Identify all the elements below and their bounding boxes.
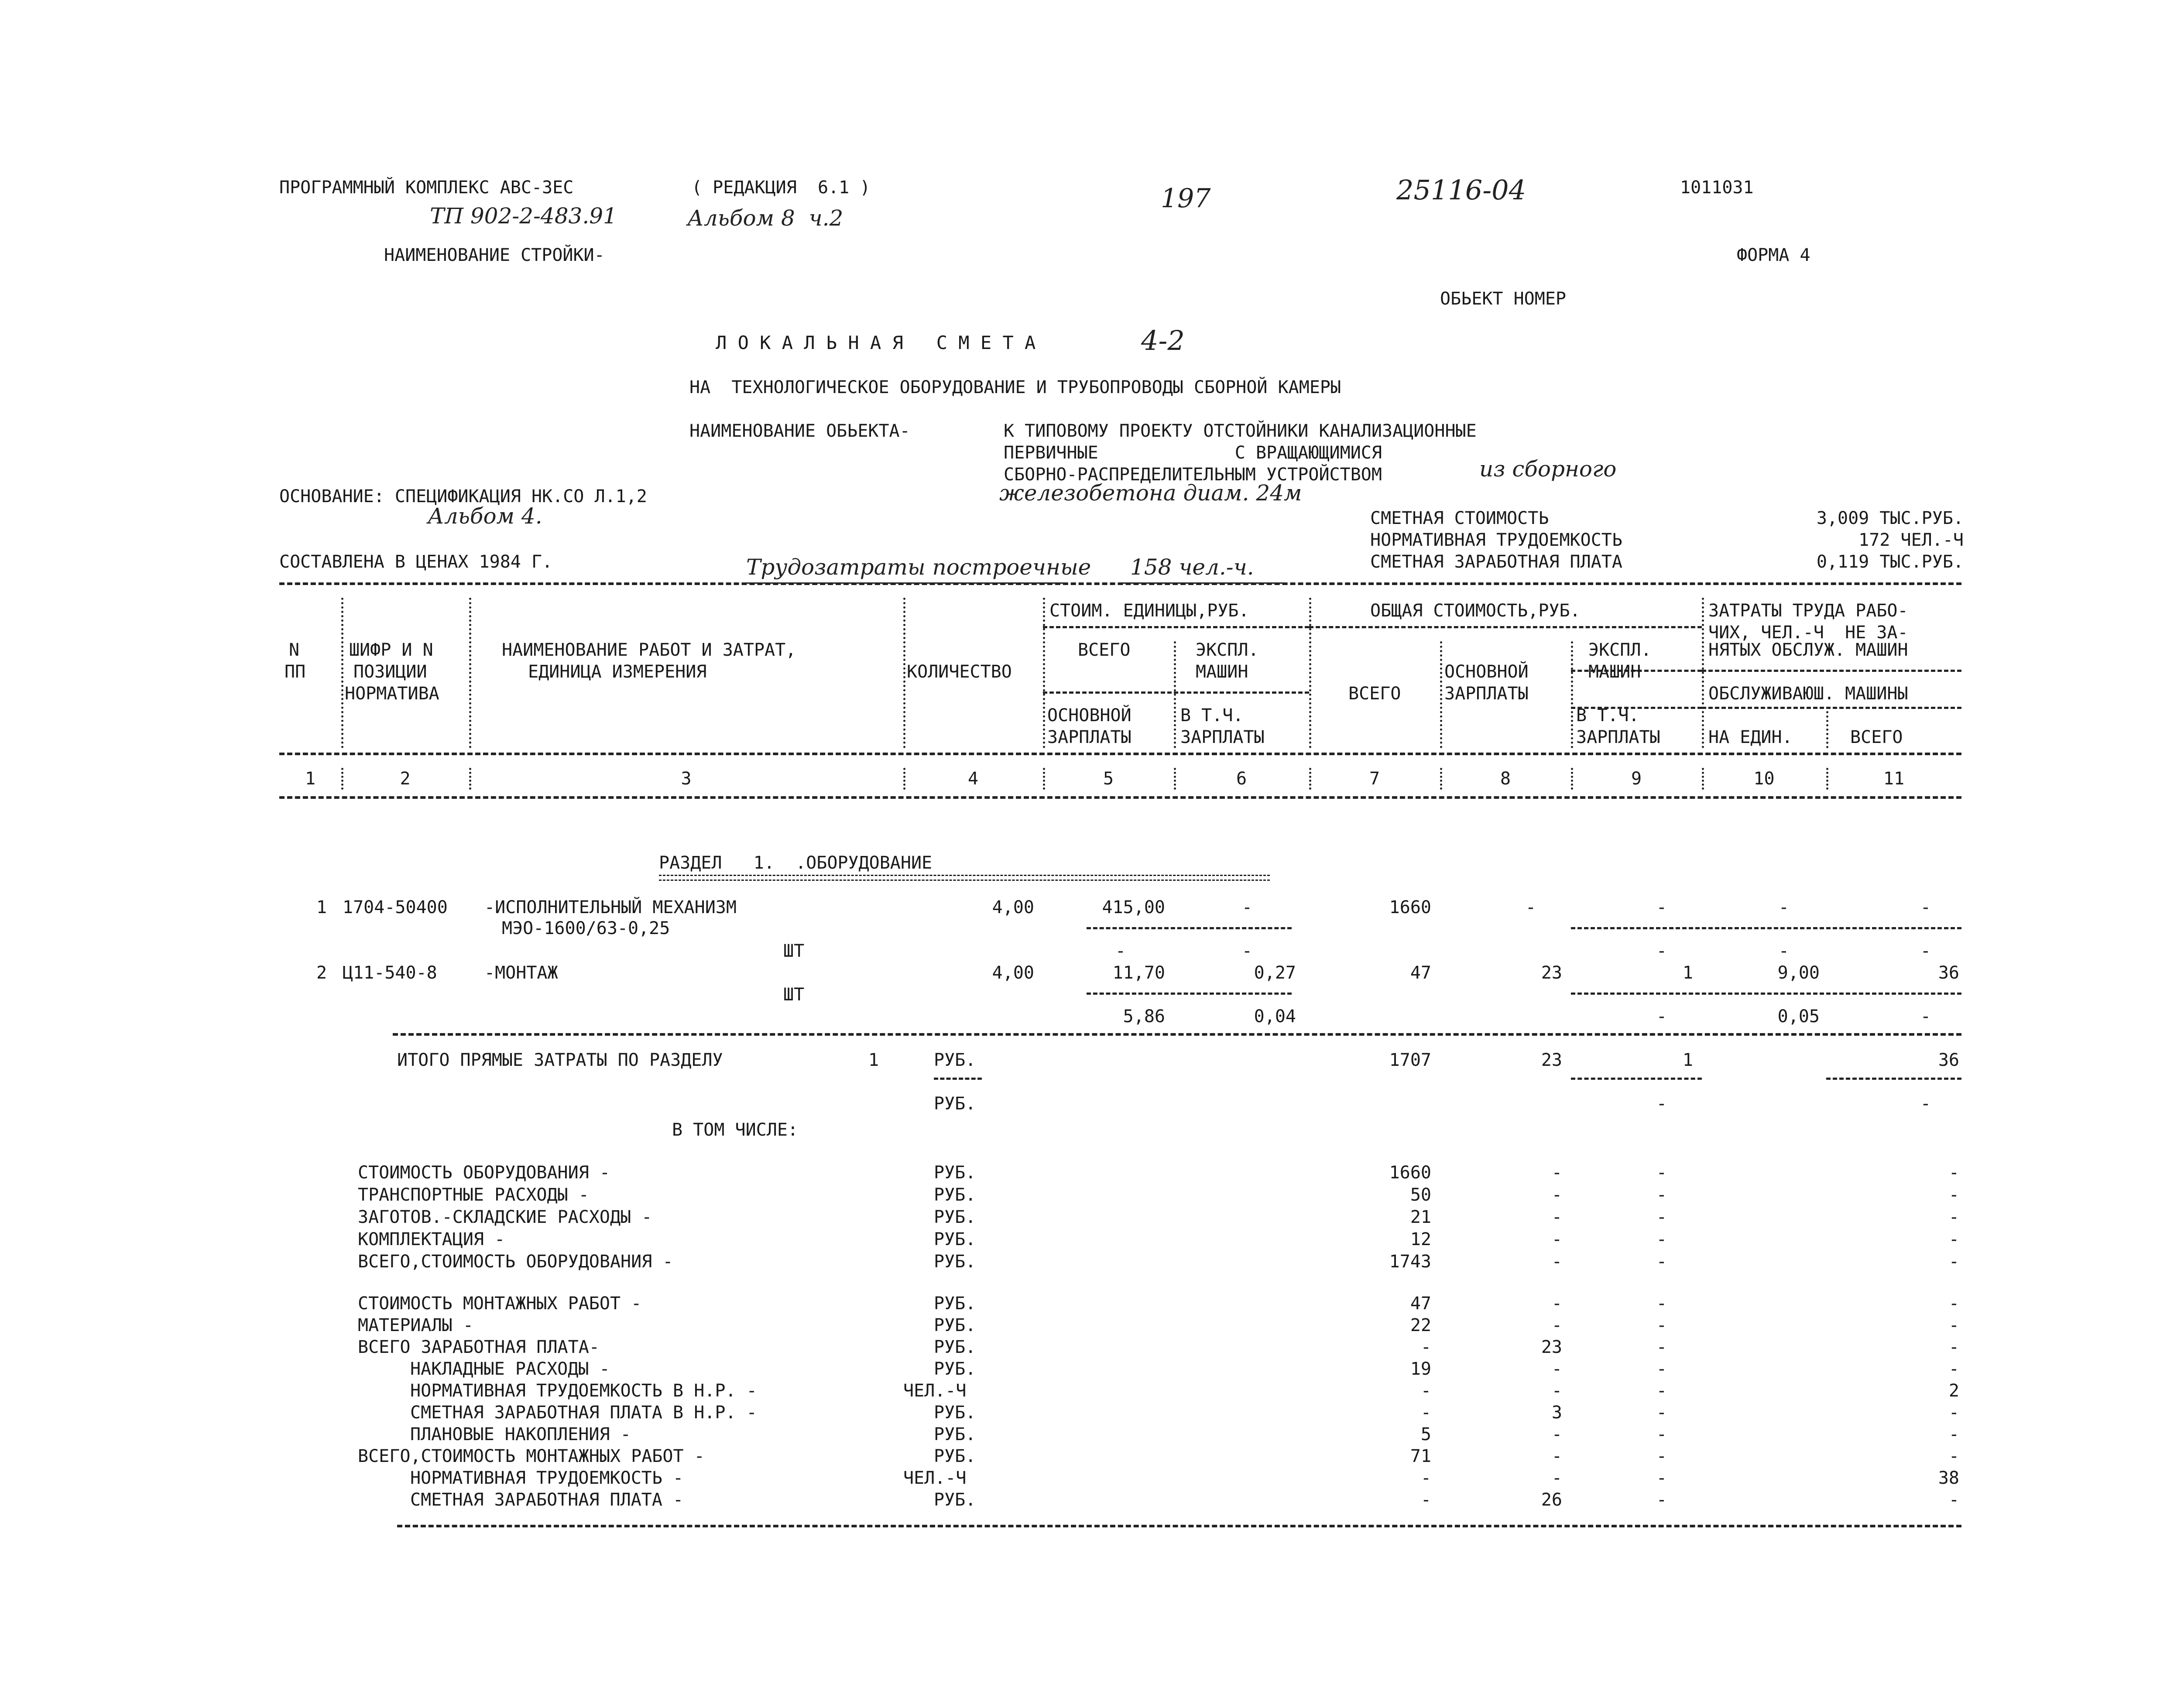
group-rule	[1043, 691, 1309, 694]
breakdown-labor: -	[1948, 1229, 1959, 1249]
rows-bottom-rule	[393, 1033, 1961, 1036]
breakdown-mach: -	[1656, 1490, 1667, 1510]
breakdown-labor: -	[1948, 1163, 1959, 1183]
group-3-header-a: ЗАТРАТЫ ТРУДА РАБО-	[1708, 601, 1908, 621]
breakdown-total: 1743	[1389, 1252, 1431, 1272]
col-10-header: НА ЕДИН.	[1708, 727, 1793, 747]
album-number: Альбом 8 ч.2	[687, 205, 843, 231]
breakdown-label: НОРМАТИВНАЯ ТРУДОЕМКОСТЬ В Н.Р. -	[410, 1381, 757, 1401]
breakdown-wage: -	[1551, 1252, 1562, 1272]
breakdown-wage: -	[1551, 1207, 1562, 1227]
itogo-rule	[1571, 1078, 1702, 1080]
breakdown-label: НОРМАТИВНАЯ ТРУДОЕМКОСТЬ -	[410, 1468, 684, 1488]
col-9-header-d: ЗАРПЛАТЫ	[1576, 727, 1660, 747]
itogo-label: ИТОГО ПРЯМЫЕ ЗАТРАТЫ ПО РАЗДЕЛУ	[397, 1050, 723, 1070]
col-2-header-c: НОРМАТИВА	[345, 684, 439, 704]
price-level: СОСТАВЛЕНА В ЦЕНАХ 1984 Г.	[279, 552, 553, 572]
breakdown-wage: -	[1551, 1315, 1562, 1335]
breakdown-labor: -	[1948, 1252, 1959, 1272]
row-2-labor-total: 36	[1938, 963, 1959, 983]
breakdown-mach: -	[1656, 1424, 1667, 1444]
group-rule	[1043, 626, 1309, 628]
row-1-per-unit: -	[1778, 897, 1789, 917]
breakdown-mach: -	[1656, 1359, 1667, 1379]
row-2-cell-rule	[1087, 993, 1292, 995]
object-label: НАИМЕНОВАНИЕ ОБЬЕКТА-	[689, 421, 910, 441]
row-2-mach-wage: -	[1656, 1006, 1667, 1027]
breakdown-unit: РУБ.	[934, 1315, 976, 1335]
row-2-mach: 1	[1682, 963, 1693, 983]
col-sep	[1571, 641, 1573, 748]
group-rule	[1702, 707, 1961, 709]
col-sep	[1309, 768, 1311, 790]
group-2-header: ОБЩАЯ СТОИМОСТЬ,РУБ.	[1370, 601, 1581, 621]
row-1-unit-mach-wage: -	[1241, 941, 1252, 961]
breakdown-mach: -	[1656, 1207, 1667, 1227]
object-line-3-handwritten: из сборного	[1479, 456, 1617, 482]
row-1-cell-rule	[1087, 927, 1292, 929]
estimate-heading: Л О К А Л Ь Н А Я С М Е Т А	[716, 332, 1036, 353]
breakdown-labor: -	[1948, 1446, 1959, 1466]
col-sep	[1174, 768, 1176, 790]
breakdown-labor: -	[1948, 1359, 1959, 1379]
col-8-header-a: ОСНОВНОЙ	[1444, 662, 1529, 682]
row-1-mach-wage: -	[1656, 941, 1667, 961]
breakdown-labor: -	[1948, 1337, 1959, 1357]
breakdown-wage: -	[1551, 1185, 1562, 1205]
table-bottom-rule	[397, 1525, 1961, 1527]
breakdown-unit: РУБ.	[934, 1424, 976, 1444]
col-number: 4	[967, 769, 979, 789]
breakdown-label: КОМПЛЕКТАЦИЯ -	[358, 1229, 505, 1249]
breakdown-wage: -	[1551, 1381, 1562, 1401]
breakdown-unit: РУБ.	[934, 1490, 976, 1510]
itogo-rule	[1826, 1078, 1961, 1080]
row-1-name-2: МЭО-1600/63-0,25	[502, 918, 670, 938]
breakdown-mach: -	[1656, 1252, 1667, 1272]
col-sep	[1043, 598, 1045, 748]
col-sep	[341, 598, 343, 748]
breakdown-mach: -	[1656, 1381, 1667, 1401]
labor-handwritten-value: 158 чел.-ч.	[1130, 555, 1254, 580]
breakdown-unit: РУБ.	[934, 1252, 976, 1272]
itogo-mach-wage: -	[1656, 1094, 1667, 1114]
col-sep	[1309, 598, 1311, 748]
document-number: 25116-04	[1396, 174, 1526, 206]
summary-label-labor: НОРМАТИВНАЯ ТРУДОЕМКОСТЬ	[1370, 530, 1622, 550]
basis: ОСНОВАНИЕ: СПЕЦИФИКАЦИЯ НК.СО Л.1,2	[279, 486, 647, 507]
col-4-header: КОЛИЧЕСТВО	[907, 662, 1012, 682]
estimate-subtitle: НА ТЕХНОЛОГИЧЕСКОЕ ОБОРУДОВАНИЕ И ТРУБОПРОВОДЫ СБОРНОЙ КАМЕРЫ	[689, 377, 1341, 397]
breakdown-unit: РУБ.	[934, 1163, 976, 1183]
col-1-header-b: ПП	[285, 662, 306, 682]
col-sep	[1043, 768, 1045, 790]
breakdown-unit: ЧЕЛ.-Ч	[903, 1381, 967, 1401]
breakdown-total: 21	[1410, 1207, 1431, 1227]
breakdown-total: 5	[1420, 1424, 1431, 1444]
breakdown-labor: 38	[1938, 1468, 1959, 1488]
row-2-qty: 4,00	[992, 963, 1034, 983]
col-9-header-c: В Т.Ч.	[1576, 705, 1639, 726]
breakdown-wage: -	[1551, 1424, 1562, 1444]
itogo-labor: 36	[1938, 1050, 1959, 1070]
col-6-header-b: МАШИН	[1196, 662, 1248, 682]
row-2-number: 2	[316, 963, 327, 983]
object-line-3: СБОРНО-РАСПРЕДЕЛИТЕЛЬНЫМ УСТРОЙСТВОМ	[1004, 465, 1382, 485]
col-sep	[1702, 598, 1704, 748]
breakdown-label: ПЛАНОВЫЕ НАКОПЛЕНИЯ -	[410, 1424, 631, 1444]
breakdown-mach: -	[1656, 1337, 1667, 1357]
section-title: РАЗДЕЛ 1. .ОБОРУДОВАНИЕ	[659, 853, 933, 873]
breakdown-wage: 26	[1541, 1490, 1562, 1510]
breakdown-mach: -	[1656, 1403, 1667, 1423]
col-9-header-a: ЭКСПЛ.	[1588, 640, 1652, 660]
row-1-code: 1704-50400	[343, 897, 448, 917]
summary-value-labor: 172 ЧЕЛ.-Ч	[1858, 530, 1964, 550]
col-number: 6	[1236, 769, 1247, 789]
itogo-wage: 23	[1541, 1050, 1562, 1070]
edition: ( РЕДАКЦИЯ 6.1 )	[692, 178, 871, 198]
row-1-mach: -	[1656, 897, 1667, 917]
breakdown-wage: -	[1551, 1229, 1562, 1249]
object-line-4-handwritten: железобетона диам. 24м	[999, 480, 1302, 506]
construction-label: НАИМЕНОВАНИЕ СТРОЙКИ-	[384, 245, 605, 265]
row-1-unit-total: 415,00	[1102, 897, 1165, 917]
breakdown-mach: -	[1656, 1468, 1667, 1488]
row-2-per-unit: 9,00	[1777, 963, 1820, 983]
breakdown-labor: -	[1948, 1185, 1959, 1205]
breakdown-mach: -	[1656, 1315, 1667, 1335]
breakdown-total: 22	[1410, 1315, 1431, 1335]
col-number: 2	[400, 769, 411, 789]
col-5-header-a: ВСЕГО	[1078, 640, 1131, 660]
row-2-unit-mach: 0,27	[1254, 963, 1296, 983]
breakdown-total: -	[1420, 1337, 1431, 1357]
breakdown-total: -	[1420, 1468, 1431, 1488]
breakdown-labor: -	[1948, 1294, 1959, 1314]
col-2-header-b: ПОЗИЦИИ	[353, 662, 427, 682]
col-3-header-a: НАИМЕНОВАНИЕ РАБОТ И ЗАТРАТ,	[502, 640, 796, 660]
object-line-2: ПЕРВИЧНЫЕ С ВРАЩАЮЩИМИСЯ	[1004, 443, 1382, 463]
row-1-labor-a: -	[1778, 941, 1789, 961]
breakdown-unit: РУБ.	[934, 1294, 976, 1314]
col-5-header-c: ЗАРПЛАТЫ	[1047, 727, 1132, 747]
row-2-labor-b: -	[1920, 1006, 1931, 1027]
col-sep	[1440, 641, 1442, 748]
row-1-labor-total: -	[1920, 897, 1931, 917]
row-1-unit: ШТ	[783, 941, 805, 961]
col-number: 7	[1369, 769, 1380, 789]
col-3-header-b: ЕДИНИЦА ИЗМЕРЕНИЯ	[528, 662, 707, 682]
col-8-header-b: ЗАРПЛАТЫ	[1444, 684, 1529, 704]
col-sep	[1571, 768, 1573, 790]
row-1-unit-mach: -	[1241, 897, 1252, 917]
labor-handwritten: Трудозатраты построечные	[746, 555, 1091, 580]
basis-handwritten: Альбом 4.	[428, 503, 542, 529]
section-underline	[659, 875, 1270, 881]
col-sep	[341, 768, 343, 790]
estimate-number: 4-2	[1141, 325, 1185, 356]
group-1-header: СТОИМ. ЕДИНИЦЫ,РУБ.	[1049, 601, 1249, 621]
breakdown-labor: 2	[1948, 1381, 1959, 1401]
breakdown-wage: -	[1551, 1446, 1562, 1466]
col-6-header-a: ЭКСПЛ.	[1196, 640, 1259, 660]
row-2-unit-wage: 5,86	[1123, 1006, 1165, 1027]
col-number: 9	[1631, 769, 1642, 789]
header-bottom-rule	[279, 753, 1961, 755]
breakdown-total: 47	[1410, 1294, 1431, 1314]
page-number: 197	[1161, 183, 1211, 214]
summary-value-wage: 0,119 ТЫС.РУБ.	[1816, 552, 1964, 572]
breakdown-label: МАТЕРИАЛЫ -	[358, 1315, 473, 1335]
col-7-header: ВСЕГО	[1348, 684, 1401, 704]
row-1-name: -ИСПОЛНИТЕЛЬНЫЙ МЕХАНИЗМ	[484, 897, 737, 917]
col-sep	[1174, 641, 1176, 748]
col-number: 11	[1883, 769, 1905, 789]
breakdown-labor: -	[1948, 1490, 1959, 1510]
row-1-labor-b: -	[1920, 941, 1931, 961]
row-1-unit-wage: -	[1115, 941, 1126, 961]
group-3-header-d: ОБСЛУЖИВАЮШ. МАШИНЫ	[1708, 684, 1908, 704]
breakdown-total: -	[1420, 1403, 1431, 1423]
object-number-label: ОБЬЕКТ НОМЕР	[1440, 289, 1566, 309]
row-2-wage: 23	[1541, 963, 1562, 983]
breakdown-labor: -	[1948, 1207, 1959, 1227]
breakdown-wage: -	[1551, 1294, 1562, 1314]
breakdown-wage: -	[1551, 1359, 1562, 1379]
tp-number: ТП 902-2-483.91	[430, 203, 617, 229]
itogo-unit-rule	[934, 1078, 982, 1080]
col-number: 5	[1103, 769, 1114, 789]
itogo-labor-2: -	[1920, 1094, 1931, 1114]
row-1-qty: 4,00	[992, 897, 1034, 917]
breakdown-unit: РУБ.	[934, 1446, 976, 1466]
col-number: 1	[305, 769, 316, 789]
breakdown-unit: ЧЕЛ.-Ч	[903, 1468, 967, 1488]
col-sep	[1702, 768, 1704, 790]
itogo-unit-2: РУБ.	[934, 1094, 976, 1114]
breakdown-total: 12	[1410, 1229, 1431, 1249]
group-rule	[1309, 626, 1702, 628]
itogo-total: 1707	[1389, 1050, 1431, 1070]
breakdown-unit: РУБ.	[934, 1403, 976, 1423]
row-1-number: 1	[316, 897, 327, 917]
col-5-header-b: ОСНОВНОЙ	[1047, 705, 1132, 726]
breakdown-mach: -	[1656, 1446, 1667, 1466]
breakdown-label: СТОИМОСТЬ МОНТАЖНЫХ РАБОТ -	[358, 1294, 642, 1314]
group-rule	[1702, 670, 1961, 672]
col-number: 8	[1500, 769, 1511, 789]
row-2-labor-a: 0,05	[1777, 1006, 1820, 1027]
breakdown-unit: РУБ.	[934, 1359, 976, 1379]
object-line-1: К ТИПОВОМУ ПРОЕКТУ ОТСТОЙНИКИ КАНАЛИЗАЦИОННЫЕ	[1004, 421, 1477, 441]
row-2-cell-rule	[1571, 993, 1961, 995]
col-11-header: ВСЕГО	[1850, 727, 1903, 747]
row-2-code: Ц11-540-8	[343, 963, 437, 983]
col-6-header-d: ЗАРПЛАТЫ	[1180, 727, 1265, 747]
col-sep	[469, 598, 471, 748]
breakdown-wage: 23	[1541, 1337, 1562, 1357]
col-sep	[1826, 768, 1828, 790]
form-number: ФОРМА 4	[1737, 245, 1810, 265]
breakdown-total: -	[1420, 1381, 1431, 1401]
row-1-total: 1660	[1389, 897, 1431, 917]
breakdown-label: НАКЛАДНЫЕ РАСХОДЫ -	[410, 1359, 610, 1379]
breakdown-labor: -	[1948, 1424, 1959, 1444]
itogo-mach: 1	[1682, 1050, 1693, 1070]
breakdown-wage: -	[1551, 1163, 1562, 1183]
breakdown-mach: -	[1656, 1294, 1667, 1314]
col-sep	[1440, 768, 1442, 790]
summary-label-cost: СМЕТНАЯ СТОИМОСТЬ	[1370, 508, 1549, 528]
col-sep	[469, 768, 471, 790]
breakdown-label: ВСЕГО ЗАРАБОТНАЯ ПЛАТА-	[358, 1337, 600, 1357]
in-that-label: В ТОМ ЧИСЛЕ:	[672, 1120, 798, 1140]
code: 1011031	[1680, 178, 1754, 198]
breakdown-total: 19	[1410, 1359, 1431, 1379]
row-2-unit: ШТ	[783, 985, 805, 1005]
breakdown-label: ВСЕГО,СТОИМОСТЬ ОБОРУДОВАНИЯ -	[358, 1252, 673, 1272]
col-9-header-b: МАШИН	[1588, 662, 1641, 682]
breakdown-label: ВСЕГО,СТОИМОСТЬ МОНТАЖНЫХ РАБОТ -	[358, 1446, 705, 1466]
col-sep	[1826, 707, 1828, 748]
breakdown-unit: РУБ.	[934, 1207, 976, 1227]
row-1-wage: -	[1525, 897, 1536, 917]
col-1-header-a: N	[289, 640, 300, 660]
breakdown-unit: РУБ.	[934, 1185, 976, 1205]
numbers-bottom-rule	[279, 796, 1961, 799]
breakdown-total: 50	[1410, 1185, 1431, 1205]
row-2-total: 47	[1410, 963, 1431, 983]
breakdown-mach: -	[1656, 1163, 1667, 1183]
breakdown-wage: -	[1551, 1468, 1562, 1488]
table-top-rule	[279, 582, 1961, 585]
breakdown-labor: -	[1948, 1403, 1959, 1423]
group-3-header-c: НЯТЫХ ОБСЛУЖ. МАШИН	[1708, 640, 1908, 660]
col-6-header-c: В Т.Ч.	[1180, 705, 1244, 726]
col-number: 10	[1753, 769, 1775, 789]
breakdown-mach: -	[1656, 1185, 1667, 1205]
breakdown-total: 71	[1410, 1446, 1431, 1466]
breakdown-label: ЗАГОТОВ.-СКЛАДСКИЕ РАСХОДЫ -	[358, 1207, 652, 1227]
breakdown-total: -	[1420, 1490, 1431, 1510]
col-2-header-a: ШИФР И N	[349, 640, 433, 660]
breakdown-total: 1660	[1389, 1163, 1431, 1183]
breakdown-label: СТОИМОСТЬ ОБОРУДОВАНИЯ -	[358, 1163, 610, 1183]
breakdown-label: СМЕТНАЯ ЗАРАБОТНАЯ ПЛАТА В Н.Р. -	[410, 1403, 757, 1423]
breakdown-unit: РУБ.	[934, 1229, 976, 1249]
summary-label-wage: СМЕТНАЯ ЗАРАБОТНАЯ ПЛАТА	[1370, 552, 1622, 572]
row-2-unit-total: 11,70	[1112, 963, 1165, 983]
summary-value-cost: 3,009 ТЫС.РУБ.	[1816, 508, 1964, 528]
col-sep	[903, 598, 905, 748]
breakdown-wage: 3	[1551, 1403, 1562, 1423]
breakdown-mach: -	[1656, 1229, 1667, 1249]
group-3-header-b: ЧИХ, ЧЕЛ.-Ч НЕ ЗА-	[1708, 623, 1908, 643]
itogo-unit: РУБ.	[934, 1050, 976, 1070]
itogo-section: 1	[868, 1050, 879, 1070]
row-2-unit-mach-wage: 0,04	[1254, 1006, 1296, 1027]
row-2-name: -МОНТАЖ	[484, 963, 558, 983]
breakdown-labor: -	[1948, 1315, 1959, 1335]
breakdown-label: ТРАНСПОРТНЫЕ РАСХОДЫ -	[358, 1185, 589, 1205]
breakdown-unit: РУБ.	[934, 1337, 976, 1357]
breakdown-label: СМЕТНАЯ ЗАРАБОТНАЯ ПЛАТА -	[410, 1490, 684, 1510]
col-number: 3	[681, 769, 692, 789]
program-name: ПРОГРАММНЫЙ КОМПЛЕКС АВС-3ЕС	[279, 178, 574, 198]
row-1-cell-rule	[1571, 927, 1961, 929]
col-sep	[903, 768, 905, 790]
